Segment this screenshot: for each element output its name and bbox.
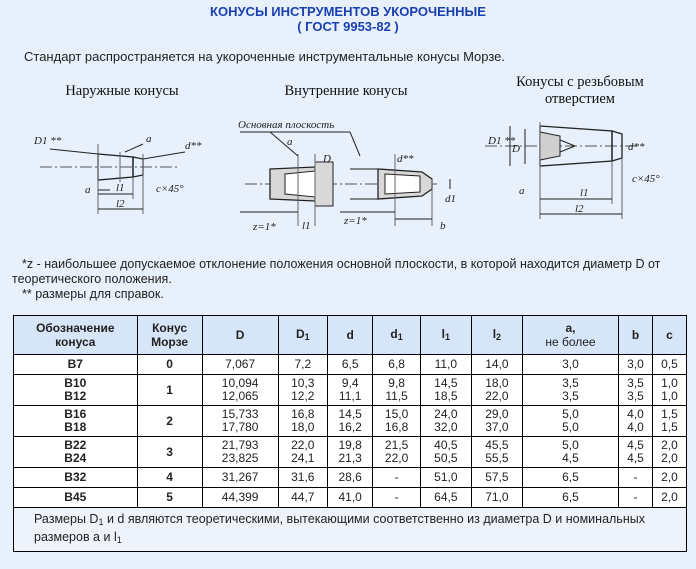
cell-D: 21,793 23,825 — [202, 437, 278, 468]
col-designation: Обозначение конуса — [14, 316, 138, 355]
threaded-caption-line1: Конусы с резьбовым — [516, 74, 644, 90]
footnote-sub1: 1 — [98, 517, 104, 527]
inner-label-d: d** — [397, 153, 414, 165]
table-row — [14, 406, 687, 437]
note-z-line2: теоретического положения. — [12, 272, 172, 286]
footnote-sub2: 1 — [116, 535, 122, 545]
outer-label-l1: l1 — [116, 182, 125, 194]
intro-text: Стандарт распространяется на укороченные инструментальные конусы Морзе. — [24, 49, 506, 64]
footnote-part3: размеров a и l — [34, 530, 117, 544]
cell-D: 15,733 17,780 — [202, 406, 278, 437]
cell-c: 2,0 2,0 — [652, 437, 686, 468]
cell-designation: B10 B12 — [14, 375, 138, 406]
col-l1 — [420, 316, 471, 355]
col-a-note: не более — [545, 335, 596, 349]
outer-cone-drawing — [33, 133, 202, 214]
col-a-text: a, — [565, 321, 576, 335]
cell-D1: 7,2 — [278, 355, 327, 375]
table-row — [14, 468, 687, 488]
col-a — [522, 316, 618, 355]
threaded-cone-drawing — [485, 122, 660, 219]
footnote-part1: Размеры D — [34, 512, 99, 526]
col-l2-text: l — [492, 326, 497, 341]
cell-D: 7,067 — [202, 355, 278, 375]
cell-c: 1,5 1,5 — [652, 406, 686, 437]
col-l1-text: l — [441, 326, 445, 341]
cell-b: 3,0 — [619, 355, 653, 375]
cell-b: - — [619, 488, 653, 508]
cell-a: 3,0 — [522, 355, 618, 375]
title-gost: ( ГОСТ 9953-82 ) — [297, 19, 399, 34]
note-z-line1: *z - наибольшее допускаемое отклонение положения основной плоскости, в которой находится диаметр D от — [22, 257, 661, 271]
title-main: КОНУСЫ ИНСТРУМЕНТОВ УКОРОЧЕННЫЕ — [210, 4, 486, 19]
cell-designation: B7 — [14, 355, 138, 375]
col-d1-text: d — [390, 326, 398, 341]
cell-a: 6,5 — [522, 468, 618, 488]
col-l2 — [471, 316, 522, 355]
cell-morse: 3 — [137, 437, 202, 468]
threaded-cones-caption — [490, 74, 670, 108]
cell-D1: 22,0 24,1 — [278, 437, 327, 468]
col-d: d — [327, 316, 373, 355]
cell-D1: 44,7 — [278, 488, 327, 508]
cell-l1: 11,0 — [420, 355, 471, 375]
col-l1-sub: 1 — [444, 331, 450, 342]
cell-D1: 10,3 12,2 — [278, 375, 327, 406]
cell-morse: 0 — [137, 355, 202, 375]
cell-designation: B32 — [14, 468, 138, 488]
cell-D1: 16,8 18,0 — [278, 406, 327, 437]
cell-d1: 21,5 22,0 — [373, 437, 420, 468]
cell-morse: 2 — [137, 406, 202, 437]
cell-morse: 1 — [137, 375, 202, 406]
inner-cone-drawing — [238, 119, 456, 233]
inner-label-d1: d1 — [445, 193, 456, 205]
cell-d: 9,4 11,1 — [327, 375, 373, 406]
threaded-label-l1: l1 — [580, 187, 589, 199]
outer-label-a-bottom: a — [85, 184, 91, 196]
table-row — [14, 375, 687, 406]
cell-l1: 64,5 — [420, 488, 471, 508]
cell-b: 4,0 4,0 — [619, 406, 653, 437]
col-D1 — [278, 316, 327, 355]
cell-d: 41,0 — [327, 488, 373, 508]
table-body — [14, 355, 687, 508]
threaded-label-d: d** — [628, 141, 645, 153]
cell-designation: B45 — [14, 488, 138, 508]
note-reference: ** размеры для справок. — [22, 287, 164, 301]
cell-b: 3,5 3,5 — [619, 375, 653, 406]
cell-l2: 29,0 37,0 — [471, 406, 522, 437]
cell-d1: 6,8 — [373, 355, 420, 375]
page-title — [0, 4, 696, 34]
inner-label-b: b — [440, 220, 446, 232]
outer-label-a-top: a — [146, 133, 152, 145]
col-d1 — [373, 316, 420, 355]
threaded-caption-line2: отверстием — [545, 91, 615, 107]
cell-d1: - — [373, 468, 420, 488]
cell-c: 2,0 — [652, 468, 686, 488]
threaded-label-l2: l2 — [575, 203, 584, 215]
cell-l1: 51,0 — [420, 468, 471, 488]
col-b: b — [619, 316, 653, 355]
table-footnote-row — [14, 508, 687, 552]
cell-d: 6,5 — [327, 355, 373, 375]
cell-l2: 18,0 22,0 — [471, 375, 522, 406]
cell-l2: 14,0 — [471, 355, 522, 375]
cell-l1: 24,0 32,0 — [420, 406, 471, 437]
cell-a: 6,5 — [522, 488, 618, 508]
cell-d: 19,8 21,3 — [327, 437, 373, 468]
cell-l2: 71,0 — [471, 488, 522, 508]
cell-morse: 4 — [137, 468, 202, 488]
table-row — [14, 437, 687, 468]
inner-label-plane: Основная плоскость — [238, 119, 335, 131]
cell-l2: 57,5 — [471, 468, 522, 488]
inner-cones-caption: Внутренние конусы — [284, 83, 408, 99]
cell-designation: B22 B24 — [14, 437, 138, 468]
inner-label-z2: z=1* — [344, 215, 367, 227]
cell-c: 0,5 — [652, 355, 686, 375]
cell-D1: 31,6 — [278, 468, 327, 488]
cell-d1: - — [373, 488, 420, 508]
cell-c: 2,0 — [652, 488, 686, 508]
inner-label-z1: z=1* — [253, 221, 276, 233]
cell-b: - — [619, 468, 653, 488]
cell-d1: 9,8 11,5 — [373, 375, 420, 406]
cell-d1: 15,0 16,8 — [373, 406, 420, 437]
col-D: D — [202, 316, 278, 355]
cell-a: 3,5 3,5 — [522, 375, 618, 406]
col-c: c — [652, 316, 686, 355]
cell-D: 10,094 12,065 — [202, 375, 278, 406]
table-row — [14, 355, 687, 375]
threaded-label-D: D — [512, 143, 520, 155]
threaded-label-chamfer: c×45° — [632, 173, 660, 185]
cell-D: 44,399 — [202, 488, 278, 508]
threaded-label-D1: D1 ** — [488, 135, 516, 147]
spec-table — [13, 315, 687, 552]
inner-label-l1: l1 — [302, 220, 311, 232]
col-D1-text: D — [295, 326, 305, 341]
table-footnote — [14, 508, 687, 552]
threaded-label-a: a — [519, 185, 525, 197]
table-header-row — [14, 316, 687, 355]
cell-morse: 5 — [137, 488, 202, 508]
col-morse: Конус Морзе — [137, 316, 202, 355]
inner-label-D: D — [323, 153, 331, 165]
outer-label-l2: l2 — [116, 198, 125, 210]
inner-label-a: a — [287, 136, 293, 148]
col-d1-sub: 1 — [397, 331, 403, 342]
cell-b: 4,5 4,5 — [619, 437, 653, 468]
cell-l1: 40,5 50,5 — [420, 437, 471, 468]
outer-label-chamfer: c×45° — [156, 183, 184, 195]
outer-cones-caption: Наружные конусы — [65, 83, 179, 99]
outer-label-D1: D1 ** — [34, 135, 62, 147]
outer-label-d: d** — [185, 140, 202, 152]
cell-d: 14,5 16,2 — [327, 406, 373, 437]
cell-a: 5,0 5,0 — [522, 406, 618, 437]
cell-l1: 14,5 18,5 — [420, 375, 471, 406]
col-l2-sub: 2 — [496, 331, 502, 342]
technical-drawings — [0, 104, 696, 244]
table-row — [14, 488, 687, 508]
cell-d: 28,6 — [327, 468, 373, 488]
footnote-part2: и d являются теоретическими, вытекающими соответственно из диаметра D и номинальных — [103, 512, 645, 526]
cell-a: 5,0 4,5 — [522, 437, 618, 468]
notes — [12, 257, 688, 302]
col-D1-sub: 1 — [304, 331, 310, 342]
cell-D: 31,267 — [202, 468, 278, 488]
cell-designation: B16 B18 — [14, 406, 138, 437]
cell-c: 1,0 1,0 — [652, 375, 686, 406]
cell-l2: 45,5 55,5 — [471, 437, 522, 468]
